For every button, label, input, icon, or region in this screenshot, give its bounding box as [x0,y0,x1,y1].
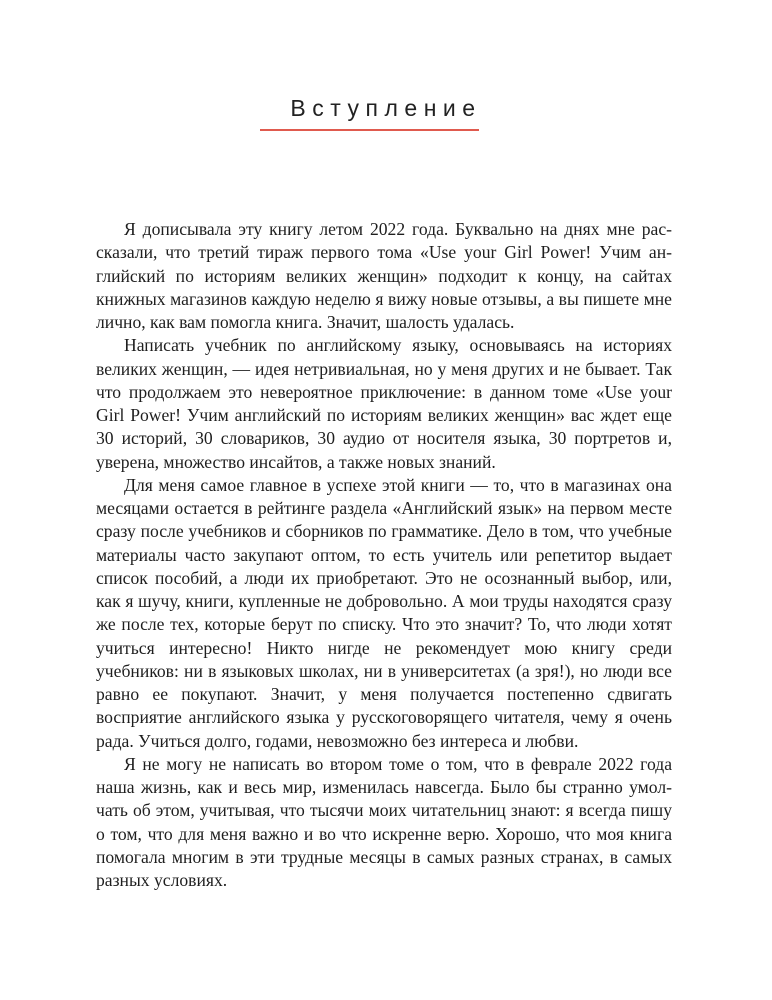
chapter-title: Вступление [290,95,482,121]
title-underline [260,129,479,131]
paragraph-3: Для меня самое главное в успехе этой книги — то, что в магазинах она месяцами остается в рейтинге раздела «Английский язык» на первом месте сразу после учебников и сборников по грамматике. Дело в том, что учебные материалы часто закупают оптом, то есть учитель или репетитор выдает список пособий, а люди их приобретают. Это не осознанный выбор, или, как я шучу, книги, купленные не добровольно. А мои труды находятся сразу же после тех, которые берут по списку. Что это значит? То, что люди хотят учиться интересно! Никто нигде не рекомендует мою книгу среди учебников: ни в языковых школах, ни в университетах (а зря!), но люди все равно ее покупают. Значит, у меня получается постепенно сдвигать восприятие английского языка у русскоговорящего читателя, чему я очень рада. Учиться долго, годами, невозможно без интереса и любви. [96,474,672,751]
chapter-body [96,218,672,892]
paragraph-2: Написать учебник по английскому языку, основываясь на историях великих женщин, — идея нетривиальная, но у меня других и не бывает. Так что продолжаем это невероятное приключение: в данном томе «Use your Girl Power! Учим английский по историям великих женщин» вас ждет еще 30 историй, 30 словариков, 30 аудио от носителя языка, 30 портретов и, уверена, множество инсайтов, а также новых знаний. [96,335,672,472]
paragraph-1: Я дописывала эту книгу летом 2022 года. Буквально на днях мне рассказали, что третий тираж первого тома «Use your Girl Power! Учим английский по историям великих женщин» подходит к концу, на сайтах книжных магазинов каждую неделю я вижу новые отзывы, а вы пишете мне лично, как вам помогла книга. Значит, шалость удалась. [96,219,672,332]
paragraph-4: Я не могу не написать во втором томе о том, что в феврале 2022 года наша жизнь, как и весь мир, изменилась навсегда. Было бы странно умолчать об этом, учитывая, что тысячи моих читательниц знают: я всегда пишу о том, что для меня важно и во что искренне верю. Хорошо, что моя книга помогала многим в эти трудные месяцы в самых разных странах, в самых разных условиях. [96,753,672,890]
